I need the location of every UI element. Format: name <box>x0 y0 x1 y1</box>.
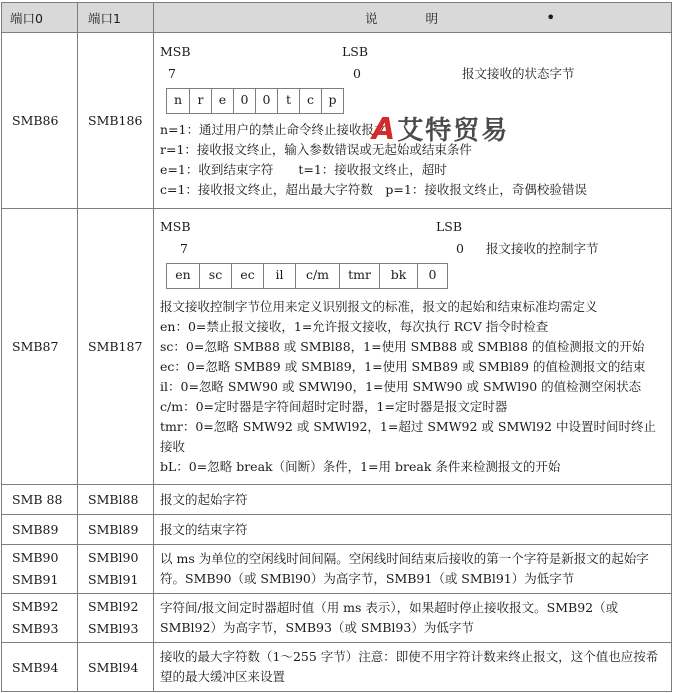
description-cell: 报文的结束字符 <box>154 515 672 545</box>
description-line: bL：0=忽略 break（间断）条件，1=用 break 条件来检测报文的开始 <box>160 458 561 474</box>
description-line: en：0=禁止报文接收，1=允许报文接收，每次执行 RCV 指令时检查 <box>160 318 549 334</box>
msb-label: MSB <box>160 43 191 59</box>
description-line: ec：0=忽略 SMB89 或 SMBl89，1=使用 SMB89 或 SMBl89 的值检测报文的结束 <box>160 358 646 374</box>
port0-low: SMB93 <box>12 621 59 636</box>
description-line: c/m：0=定时器是字符间超时定时器，1=定时器是报文定时器 <box>160 398 508 414</box>
description-line: il：0=忽略 SMW90 或 SMWl90，1=使用 SMW90 或 SMWl90 的值检测空闲状态 <box>160 378 642 394</box>
lsb-label: LSB <box>342 43 369 59</box>
description-line: e=1：收到结束字符 t=1：接收报文终止，超时 <box>160 161 447 177</box>
port1-cell: SMB187 <box>78 209 154 485</box>
header-port0: 端口0 <box>2 3 78 33</box>
bit-field-row <box>166 88 344 114</box>
bit0-label: 0 <box>456 240 464 256</box>
watermark-logo <box>372 110 509 147</box>
description-line: 报文接收控制字节位用来定义识别报文的标准，报文的起始和结束标准均需定义 <box>160 298 598 314</box>
header-dot-mark: • <box>546 8 556 27</box>
port1-cell: SMB186 <box>78 33 154 209</box>
description-line: r=1：接收报文终止，输入参数错误或无起始或结束条件 <box>160 141 472 157</box>
bit-cell: 0 <box>417 264 447 288</box>
bit-meaning-list <box>160 297 665 477</box>
bit-cell: p <box>321 89 343 113</box>
description-cell: 字符间/报文间定时器超时值（用 ms 表示），如果超时停止接收报文。SMB92（或 SMBl92）为高字节，SMB93（或 SMBl93）为低字节 <box>154 594 672 643</box>
control-byte-diagram <box>160 217 665 297</box>
watermark-text: 艾特贸易 <box>397 116 510 146</box>
bit7-label: 7 <box>168 65 176 81</box>
port0-low: SMB91 <box>12 572 59 587</box>
port0-cell <box>2 594 78 643</box>
port1-cell: SMBl94 <box>78 643 154 692</box>
port0-cell: SMB94 <box>2 643 78 692</box>
bit-cell: c/m <box>295 264 339 288</box>
bit-cell: bk <box>379 264 417 288</box>
bit-cell: tmr <box>339 264 379 288</box>
bit7-label: 7 <box>180 240 188 256</box>
description-line: c=1：接收报文终止，超出最大字符数 p=1：接收报文终止，奇偶校验错误 <box>160 181 587 197</box>
bit-cell: 0 <box>233 89 255 113</box>
description-cell: 报文的起始字符 <box>154 485 672 515</box>
table-row-smb88 <box>2 485 672 515</box>
bit-cell: 0 <box>255 89 277 113</box>
description-cell: 以 ms 为单位的空闲线时间间隔。空闲线时间结束后接收的第一个字符是新报文的起始字符。SMB90（或 SMBl90）为高字节，SMB91（或 SMBl91）为低字节 <box>154 545 672 594</box>
byte-caption: 报文接收的状态字节 <box>462 65 575 81</box>
bit-cell: n <box>173 91 183 107</box>
table-row-smb86 <box>2 33 672 209</box>
status-byte-diagram <box>160 42 665 120</box>
description-line: sc：0=忽略 SMB88 或 SMBl88，1=使用 SMB88 或 SMBl88 的值检测报文的开始 <box>160 338 645 354</box>
lsb-label: LSB <box>436 218 463 234</box>
port1-low: SMBl93 <box>88 621 139 636</box>
table-row-smb92 <box>2 594 672 643</box>
port1-cell: SMBl89 <box>78 515 154 545</box>
port0-cell: SMB 88 <box>2 485 78 515</box>
bit-cell: sc <box>199 264 231 288</box>
table-header-row <box>2 3 672 33</box>
table-row-smb87 <box>2 209 672 485</box>
port1-high: SMBl92 <box>88 599 139 614</box>
bit-cell: t <box>277 89 299 113</box>
bit-cell: r <box>189 89 211 113</box>
header-port1: 端口1 <box>78 3 154 33</box>
bit-cell: il <box>263 264 295 288</box>
header-description: 说 明 <box>154 3 672 33</box>
port0-cell: SMB89 <box>2 515 78 545</box>
table-row-smb94 <box>2 643 672 692</box>
smb-receive-table <box>1 2 672 692</box>
watermark-logo-mark: A <box>372 112 398 147</box>
bit-cell: e <box>211 89 233 113</box>
port0-high: SMB90 <box>12 550 59 565</box>
table-row-smb89 <box>2 515 672 545</box>
bit-cell: en <box>175 266 191 282</box>
bit0-label: 0 <box>353 65 361 81</box>
port1-low: SMBl91 <box>88 572 139 587</box>
description-cell: 接收的最大字符数（1～255 字节）注意：即使不用字符计数来终止报文，这个值也应按希望的最大缓冲区来设置 <box>154 643 672 692</box>
port0-cell: SMB87 <box>2 209 78 485</box>
port1-cell <box>78 545 154 594</box>
byte-caption: 报文接收的控制字节 <box>486 240 599 256</box>
port0-high: SMB92 <box>12 599 59 614</box>
bit-cell: ec <box>231 264 263 288</box>
port1-cell <box>78 594 154 643</box>
msb-label: MSB <box>160 218 191 234</box>
description-line: tmr：0=忽略 SMW92 或 SMWl92，1=超过 SMW92 或 SMWl92 中设置时间时终止接收 <box>160 418 656 454</box>
port0-cell <box>2 545 78 594</box>
description-line: n=1：通过用户的禁止命令终止接收报文 <box>160 121 387 137</box>
bit-cell: c <box>299 89 321 113</box>
description-cell <box>154 209 672 485</box>
port0-cell: SMB86 <box>2 33 78 209</box>
port1-cell: SMBl88 <box>78 485 154 515</box>
bit-field-row <box>166 263 448 289</box>
port1-high: SMBl90 <box>88 550 139 565</box>
table-row-smb90 <box>2 545 672 594</box>
